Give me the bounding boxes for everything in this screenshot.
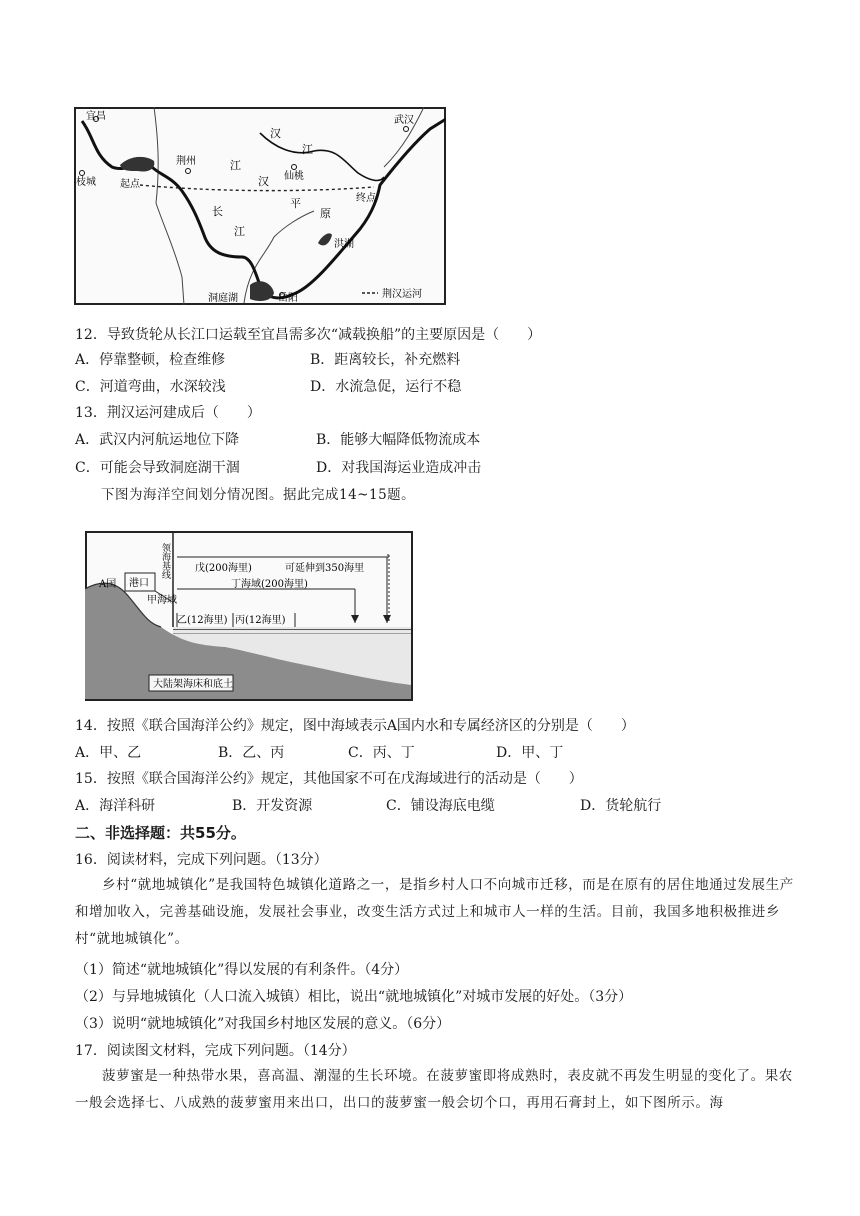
- label-bing-sea: 丙(12海里): [235, 615, 286, 626]
- q13-option-b: B．能够大幅降低物流成本: [316, 432, 481, 448]
- q13-option-d: D．对我国海运业造成冲击: [316, 460, 482, 476]
- q15-option-a: A．海洋科研: [75, 798, 156, 814]
- label-continental-shelf: 大陆架海床和底土: [153, 679, 233, 690]
- map1-legend: 荆汉运河: [382, 289, 422, 300]
- river-han-2: 江: [302, 143, 313, 156]
- label-baseline: 领海基线: [160, 543, 170, 579]
- q14-stem: 14．按照《联合国海洋公约》规定，图中海域表示A国内水和专属经济区的分别是（ ）: [75, 718, 635, 734]
- q13-option-a: A．武汉内河航运地位下降: [75, 432, 240, 448]
- label-ding-sea: 丁海域(200海里): [231, 579, 308, 590]
- q16-sub-2: （2）与异地城镇化（人口流入城镇）相比，说出“就地城镇化”对城市发展的好处。（3分）: [75, 989, 633, 1005]
- q14-option-a: A．甲、乙: [75, 745, 142, 761]
- q13-option-c: C．可能会导致洞庭湖干涸: [75, 460, 240, 476]
- city-yueyang: 岳阳: [278, 293, 298, 304]
- label-yi-sea: 乙(12海里): [177, 615, 228, 626]
- q17-stem: 17．阅读图文材料，完成下列问题。（14分）: [75, 1043, 356, 1059]
- sea-division-diagram: [85, 531, 413, 701]
- q12-stem: 12．导致货轮从长江口运载至宜昌需多次“减载换船”的主要原因是（ ）: [75, 327, 542, 343]
- q14-option-b: B．乙、丙: [218, 745, 285, 761]
- city-wuhan: 武汉: [394, 115, 414, 126]
- city-yichang: 宜昌: [86, 111, 106, 122]
- q16-sub-1: （1）简述“就地城镇化”得以发展的有利条件。（4分）: [75, 962, 409, 978]
- q13-stem: 13．荆汉运河建成后（ ）: [75, 405, 261, 421]
- q15-stem: 15．按照《联合国海洋公约》规定，其他国家不可在戊海域进行的活动是（ ）: [75, 771, 583, 787]
- q16-material: 乡村“就地城镇化”是我国特色城镇化道路之一，是指乡村人口不向城市迁移，而是在原有的居住地通过发展生产和增加收入，完善基础设施，发展社会事业，改变生活方式过上和城市人一样的生活。目前，我国多地积极推进乡村“就地城镇化”。: [75, 877, 794, 947]
- plain-label-2: 原: [320, 207, 331, 220]
- q15-option-c: C．铺设海底电缆: [386, 798, 495, 814]
- city-xiantao: 仙桃: [284, 171, 304, 182]
- city-zhijiang: 枝城: [76, 177, 96, 188]
- label-country-a: A国: [99, 579, 117, 590]
- section-2-heading: 二、非选择题：共55分。: [75, 824, 246, 842]
- jinghan-canal-map: [74, 107, 446, 305]
- plain-label-1: 平: [290, 197, 301, 210]
- q14-option-d: D．甲、丁: [496, 745, 564, 761]
- q12-option-c: C．河道弯曲，水深较浅: [75, 379, 226, 395]
- q14-intro: 下图为海洋空间划分情况图。据此完成14~15题。: [101, 487, 416, 503]
- q12-option-b: B．距离较长，补充燃料: [310, 352, 461, 368]
- lake-honghu: 洪湖: [334, 239, 354, 250]
- river-chang-2: 江: [234, 225, 245, 238]
- q16-stem: 16．阅读材料，完成下列问题。（13分）: [75, 852, 328, 868]
- q16-sub-3: （3）说明“就地城镇化”对我国乡村地区发展的意义。（6分）: [75, 1016, 451, 1032]
- river-jiang-2: 汉: [258, 175, 269, 188]
- start-point-label: 起点: [120, 179, 140, 190]
- river-han-1: 汉: [270, 127, 281, 140]
- q12-option-a: A．停靠整顿，检查维修: [75, 352, 226, 368]
- q14-option-c: C．丙、丁: [348, 745, 415, 761]
- end-point-label: 终点: [356, 193, 376, 204]
- label-port: 港口: [129, 578, 149, 589]
- q12-option-d: D．水流急促，运行不稳: [310, 379, 462, 395]
- q17-material: 菠萝蜜是一种热带水果，喜高温、潮湿的生长环境。在菠萝蜜即将成熟时，表皮就不再发生明显的变化了。果农一般会选择七、八成熟的菠萝蜜用来出口，出口的菠萝蜜一般会切个口，再用石膏封上，如下图所示。海: [75, 1068, 793, 1111]
- river-jiang-1: 江: [230, 159, 241, 172]
- label-extend: 可延伸到350海里: [285, 563, 365, 574]
- river-chang-1: 长: [212, 205, 223, 218]
- label-wu-sea: 戊(200海里): [195, 563, 252, 574]
- city-jingzhou: 荆州: [176, 156, 196, 167]
- label-jia-sea: 甲海域: [147, 595, 177, 606]
- q15-option-b: B．开发资源: [232, 798, 313, 814]
- lake-dongting: 洞庭湖: [208, 293, 238, 304]
- q15-option-d: D．货轮航行: [580, 798, 662, 814]
